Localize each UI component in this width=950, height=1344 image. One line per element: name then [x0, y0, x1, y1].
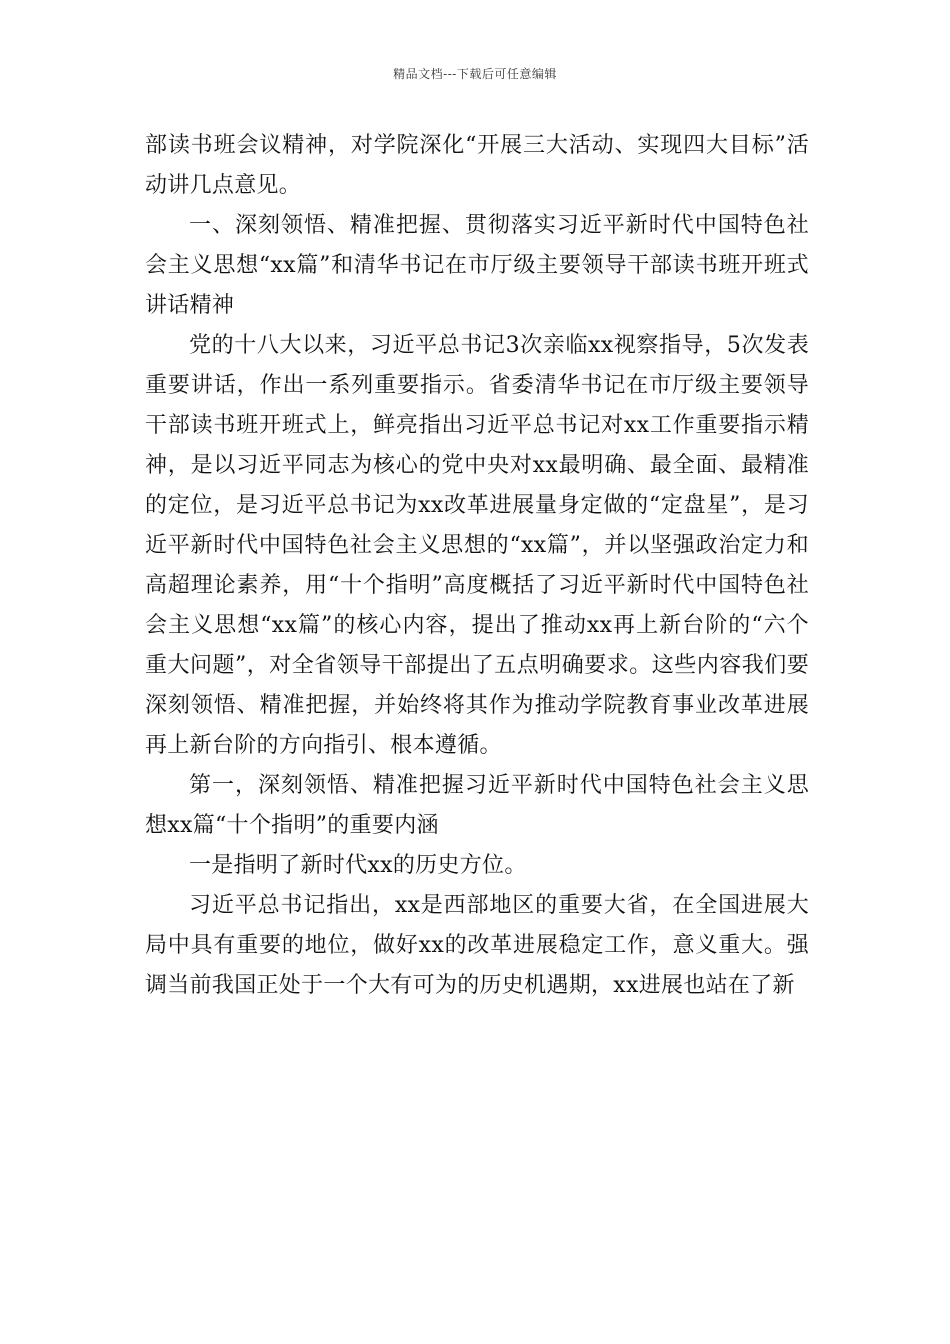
page-header: 精品文档---下载后可任意编辑 [393, 67, 557, 81]
paragraph-body: 党的十八大以来，习近平总书记3次亲临xx视察指导，5次发表重要讲话，作出一系列重要指示。省委清华书记在市厅级主要领导干部读书班开班式上，鲜亮指出习近平总书记对xx工作重要指示精神，是以习近平同志为核心的党中央对xx最明确、最全面、最精准的定位，是习近平总书记为xx改革进展量身定做的“定盘星”，是习近平新时代中国特色社会主义思想的“xx篇”，并以坚强政治定力和高超理论素养，用“十个指明”高度概括了习近平新时代中国特色社会主义思想“xx篇”的核心内容，提出了推动xx再上新台阶的“六个重大问题”，对全省领导干部提出了五点明确要求。这些内容我们要深刻领悟、精准把握，并始终将其作为推动学院教育事业改革进展再上新台阶的方向指引、根本遵循。 [145, 333, 809, 758]
subsection-heading: 第一，深刻领悟、精准把握习近平新时代中国特色社会主义思想xx篇“十个指明”的重要内涵 [145, 773, 809, 838]
paragraph-continuation: 部读书班会议精神，对学院深化“开展三大活动、实现四大目标”活动讲几点意见。 [145, 133, 809, 198]
section-heading-1: 一、深刻领悟、精准把握、贯彻落实习近平新时代中国特色社会主义思想“xx篇”和清华书记在市厅级主要领导干部读书班开班式讲话精神 [145, 213, 809, 318]
point-heading: 一是指明了新时代xx的历史方位。 [189, 853, 527, 878]
document-body [145, 126, 809, 1006]
paragraph-body: 习近平总书记指出，xx是西部地区的重要大省，在全国进展大局中具有重要的地位，做好xx的改革进展稳定工作，意义重大。强调当前我国正处于一个大有可为的历史机遇期，xx进展也站在了新 [145, 893, 809, 998]
